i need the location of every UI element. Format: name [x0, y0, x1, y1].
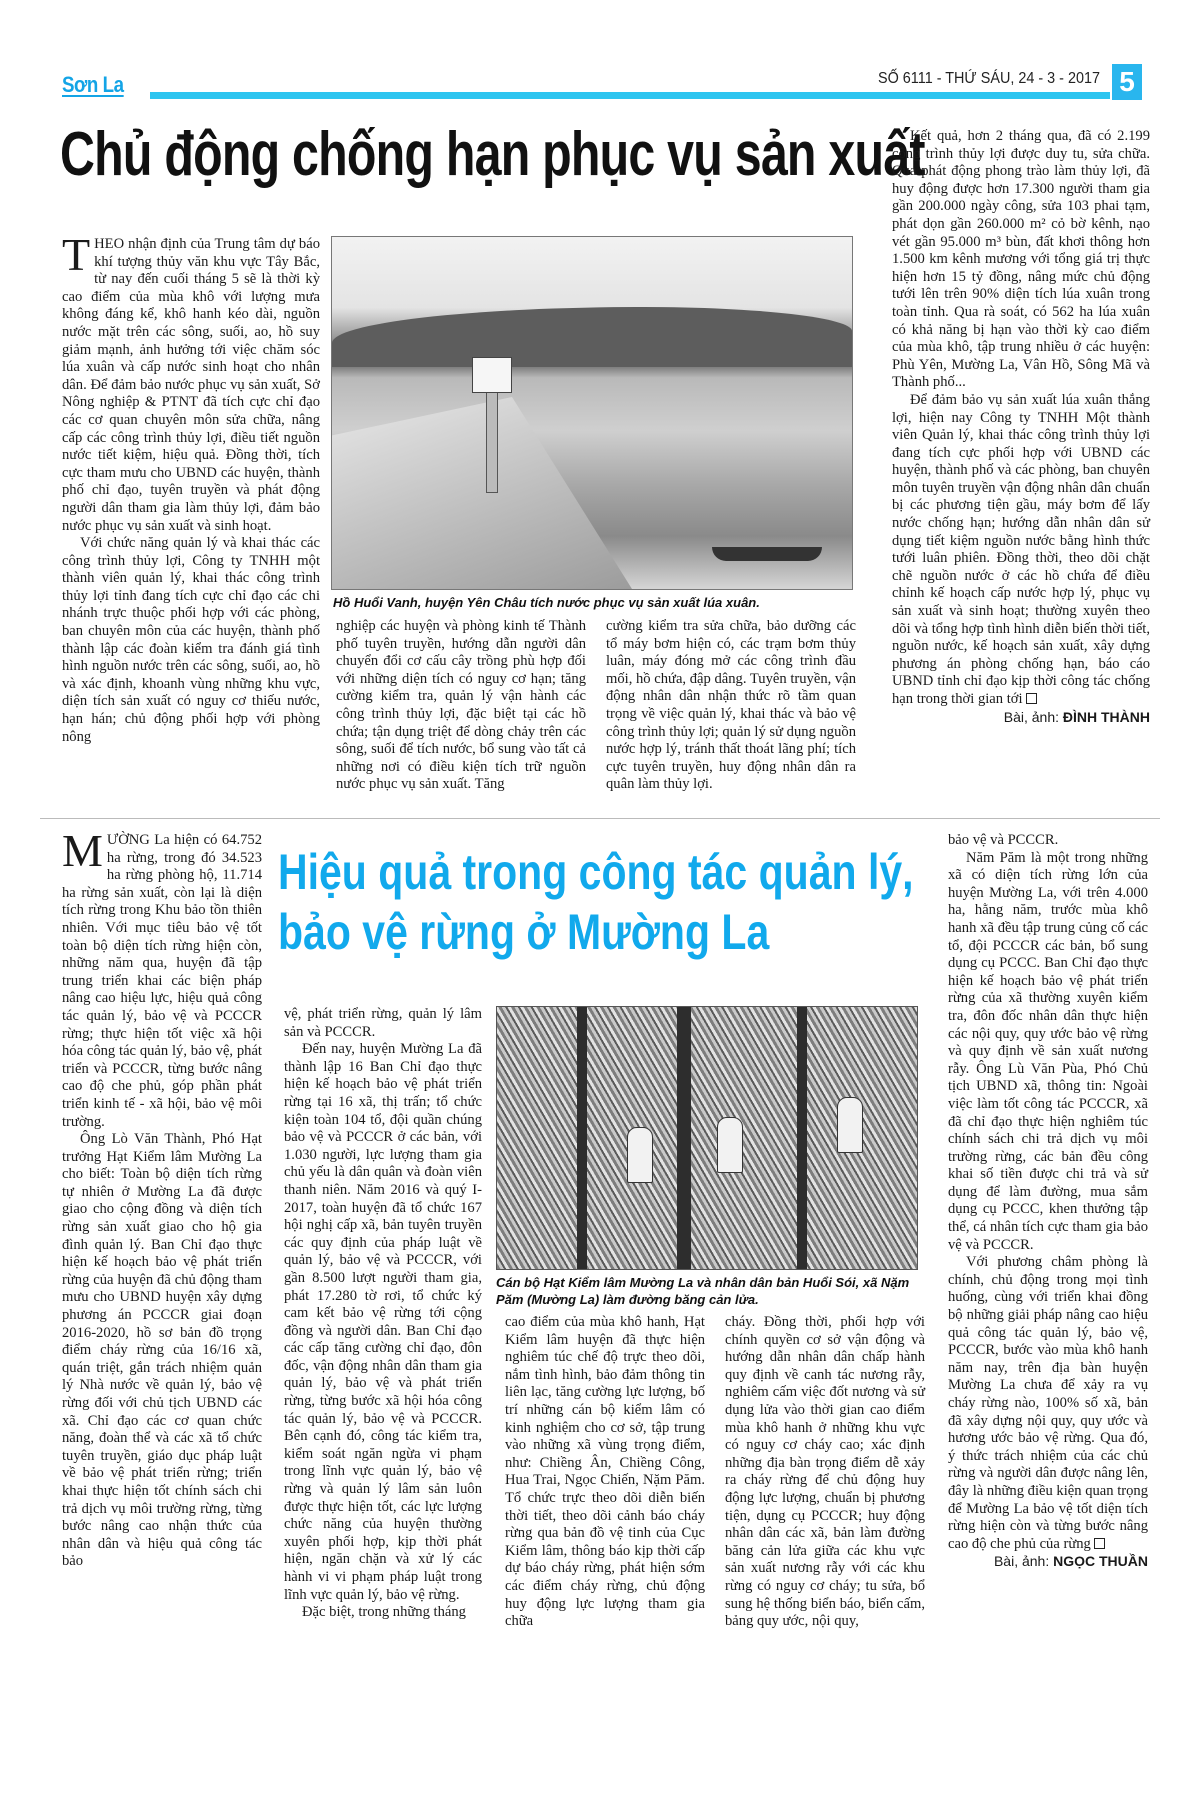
article2-byline: Bài, ảnh: NGỌC THUẦN — [993, 1553, 1148, 1570]
article1-column-2: nghiệp các huyện và phòng kinh tế Thành phố tuyên truyền, hướng dẫn người dân chuyển đổi cơ cấu cây trồng phù hợp đối với những diện tích có nguy cơ hạn; tăng cường kiểm tra, quản lý vận hành các công trình thủy lợi, đặc biệt tại các hồ chứa; tận dụng triệt để dòng chảy trên các sông, suối để tích nước, bổ sung vào tất cả những nơi có điều kiện tích trữ nguồn nước phục vụ sản xuất. Tăng — [336, 618, 586, 793]
photo-person — [627, 1127, 653, 1183]
dropcap: M — [62, 825, 103, 876]
photo-dam — [332, 397, 632, 589]
photo-tower-leg — [486, 391, 498, 493]
article1-headline: Chủ động chống hạn phục vụ sản xuất — [60, 120, 925, 189]
article2-headline: Hiệu quả trong công tác quản lý, bảo vệ rừng ở Mường La — [278, 844, 914, 960]
article1-column-3: cường kiểm tra sửa chữa, bảo dưỡng các tổ máy bơm hiện có, các trạm bơm thủy luân, máy đóng mở các công trình đầu mối, hồ chứa, đập dâng. Tuyên truyền, vận động nhân dân nhận thức rõ tầm quan trọng về việc quản lý, khai thác và bảo vệ công trình thủy lợi; quản lý sử dụng nguồn nước hợp lý, tránh thất thoát lãng phí; tích cực tuyên truyền, huy động nhân dân ra quân làm thủy lợi. — [606, 618, 856, 793]
article2-photo-caption: Cán bộ Hạt Kiểm lâm Mường La và nhân dân bản Huổi Sói, xã Nặm Păm (Mường La) làm đường băng cản lửa. — [496, 1275, 910, 1307]
article1-paragraph: THEO nhận định của Trung tâm dự báo khí tượng thủy văn khu vực Tây Bắc, từ nay đến cuối tháng 5 sẽ là thời kỳ cao điểm của mùa khô với lượng mưa không đáng kể, khô hanh kéo dài, nguồn nước mặt trên các sông, suối, ao, hồ suy giảm mạnh, ảnh hưởng tới việc chăm sóc lúa xuân và cấp nước sinh hoạt cho nhân dân. Để đảm bảo nước phục vụ sản xuất, Sở Nông nghiệp & PTNT đã tích cực chỉ đạo các cơ quan chuyên môn sửa chữa, nâng cấp các công trình thủy lợi, điều tiết nguồn nước tiết kiệm, hiệu quả. Đồng thời, tích cực tham mưu cho UBND các huyện, thành phố chỉ đạo, tuyên truyền và phát động người dân tham gia làm thủy lợi, đảm bảo nước phục vụ sản xuất và sinh hoạt. — [62, 229, 320, 534]
reservoir-photo — [331, 236, 853, 590]
article1-column-1 — [62, 229, 320, 746]
article2-column-3: cao điểm của mùa khô hanh, Hạt Kiểm lâm huyện đã thực hiện nghiêm túc chế độ trực theo dõi, nắm tình hình, bảo đảm thông tin liên lạc, tăng cường lực lượng, bố trí những cán bộ kiểm lâm có kinh nghiệm cho cơ sở, tập trung vào những xã vùng trọng điểm, như: Chiềng Ân, Chiềng Công, Hua Trai, Ngọc Chiến, Nặm Păm. Tổ chức trực theo dõi diễn biến thời tiết, theo dõi cảnh báo cháy rừng qua bản đồ vệ tinh của Cục Kiểm lâm, thông báo kịp thời cấp dự báo cháy rừng, phát hiện sớm các điểm cháy rừng, chủ động huy động lực lượng tham gia chữa — [505, 1314, 705, 1630]
article2-column-2: vệ, phát triển rừng, quản lý lâm sản và PCCCR. Đến nay, huyện Mường La đã thành lập 16 Ban Chỉ đạo thực hiện kế hoạch bảo vệ phát triển rừng tại 16 xã, thị trấn; tổ chức kiện toàn 104 tổ, đội quần chúng bảo vệ và PCCCR ở các bản, với 1.030 người, lực lượng tham gia chủ yếu là dân quân và đoàn viên thanh niên. Năm 2016 và quý I-2017, toàn huyện đã tổ chức 167 hội nghị cấp xã, bản tuyên truyền các quy định của pháp luật về quản lý, bảo vệ và PCCCR, với gần 8.500 lượt người tham gia, phát 17.280 tờ rơi, tổ chức ký cam kết bảo vệ rừng tới cộng đồng và người dân. Ban Chỉ đạo các cấp tăng cường chỉ đạo, đôn đốc, vận động nhân dân tham gia quản lý, bảo vệ và phát triển rừng, từng bước xã hội hóa công tác quản lý, bảo vệ và PCCCR. Bên cạnh đó, công tác kiểm tra, kiểm soát ngăn ngừa vi phạm trong lĩnh vực quản lý, bảo vệ rừng và quản lý lâm sản luôn được thực hiện tốt, các lực lượng chức năng của huyện thường xuyên phối hợp, kịp thời phát hiện, ngăn chặn và xử lý các hành vi vi phạm pháp luật trong lĩnh vực quản lý, bảo vệ rừng. Đặc biệt, trong những tháng — [284, 1006, 482, 1621]
article-separator — [40, 818, 1160, 819]
end-mark-icon — [1094, 1538, 1105, 1549]
photo-person — [717, 1117, 743, 1173]
header-rule — [150, 92, 1110, 99]
article2-column-5: bảo vệ và PCCCR. Năm Păm là một trong những xã có diện tích rừng lớn của huyện Mường La, với trên 4.000 ha, hằng năm, trước mùa khô hanh xã đều tập trung củng cố các tổ, đội PCCCR các bản, bổ sung dụng cụ PCCC. Ban Chỉ đạo thực hiện kế hoạch bảo vệ phát triển rừng của xã thường xuyên kiểm tra, đôn đốc nhân dân thực hiện các nội quy, quy ước bảo vệ rừng và quy định về sản xuất nương rẫy. Ông Lù Văn Pùa, Phó Chủ tịch UBND xã, thông tin: Ngoài việc làm tốt công tác PCCCR, xã đã chỉ đạo thực hiện nghiêm túc chính sách chi trả dịch vụ môi trường rừng, các bản đều công khai số tiền được chi trả và sử dụng để làm đường, mua sắm dụng cụ PCCC, khen thưởng tập thể, cá nhân tích cực tham gia bảo vệ và PCCCR. Với phương châm phòng là chính, chủ động trong mọi tình huống, cùng với triển khai đồng bộ những giải pháp nâng cao hiệu quả công tác quản lý, bảo vệ, PCCCR, bước vào mùa khô hanh năm nay, trên địa bàn huyện Mường La chưa để xảy ra vụ cháy rừng nào, 100% số xã, bản đã xây dựng nội quy, quy ước và hương ước bảo vệ rừng. Qua đó, ý thức trách nhiệm của các chủ rừng và người dân được nâng lên, đây là những điều kiện quan trọng để Mường La bảo vệ tốt diện tích rừng hiện còn và từng bước nâng cao độ che phủ của rừng Bài, ảnh: NGỌC THUẦN — [948, 832, 1149, 1570]
photo-water-tower — [472, 357, 512, 393]
photo-hills — [332, 307, 852, 367]
photo-tree — [797, 1007, 807, 1269]
article1-column-4: Kết quả, hơn 2 tháng qua, đã có 2.199 công trình thủy lợi được duy tu, sửa chữa. Qua phát động phong trào làm thủy lợi, đã huy động được hơn 17.300 người tham gia gần 200.000 ngày công, sửa 103 phai tạm, phát dọn gần 260.000 m² cỏ bờ kênh, nạo vét gần 95.000 m³ bùn, đất khơi thông hơn 1.500 km kênh mương với tổng giá trị thực hiện hơn 15 tỷ đồng, nâng mức chủ động tưới lên trên 90% diện tích lúa xuân trong toàn tỉnh. Qua rà soát, có 562 ha lúa xuân có khả năng bị hạn vào thời kỳ cao điểm của mùa khô, tập trung nhiều ở các huyện: Phù Yên, Mường La, Vân Hồ, Sông Mã và Thành phố... Để đảm bảo vụ sản xuất lúa xuân thắng lợi, hiện nay Công ty TNHH Một thành viên Quản lý, khai thác công trình thủy lợi đang tích cực phối hợp với UBND các huyện, thành phố và các phòng, ban chuyên môn tuyên truyền vận động nhân dân chuẩn bị các phương tiện gầu, máy bơm để lấy nước chống hạn; hướng dẫn nhân dân sử dụng tiết kiệm nguồn nước bằng hình thức tưới luân phiên. Đồng thời, theo dõi chặt chẽ nguồn nước ở các hồ chứa để điều chỉnh kế hoạch cấp nước hợp lý, phục vụ sản xuất và sinh hoạt; thường xuyên theo dõi và tổng hợp tình hình diễn biến thời tiết, nguồn nước, kế hoạch sản xuất, xây dựng phương án phòng chống hạn, báo cáo UBND tỉnh chỉ đạo kịp thời công tác chống hạn trong thời gian tới Bài, ảnh: ĐÌNH THÀNH — [892, 128, 1150, 725]
article2-column-1: MƯỜNG La hiện có 64.752 ha rừng, trong đó 34.523 ha rừng phòng hộ, 11.714 ha rừng sản xuất, còn lại là diện tích rừng trong Khu bảo tồn thiên nhiên. Với mục tiêu bảo vệ tốt toàn bộ diện tích rừng hiện còn, những năm qua, huyện đã tập trung triển khai các biện pháp nâng cao hiệu lực, hiệu quả công tác quản lý, bảo vệ và PCCCR rừng; thực hiện tốt việc xã hội hóa công tác quản lý, bảo vệ, phát triển và PCCCR, từng bước nâng cao độ che phủ, góp phần phát triển kinh tế - xã hội, bảo vệ môi trường. Ông Lò Văn Thành, Phó Hạt trưởng Hạt Kiểm lâm Mường La cho biết: Toàn bộ diện tích rừng tự nhiên ở Mường La đã được giao cho cộng đồng và diện tích rừng sản xuất giao cho hộ gia đình quản lý. Ban Chỉ đạo thực hiện kế hoạch bảo vệ phát triển rừng của huyện đã chủ động tham mưu cho UBND huyện xây dựng phương án PCCCR giai đoạn 2016-2020, hồ sơ bản đồ trọng điểm cháy rừng của 16/16 xã, quán triệt, gắn trách nhiệm quản lý Nhà nước về quản lý, bảo vệ rừng đối với chủ tịch UBND các xã. Chỉ đạo các cơ quan chức năng, đoàn thể và các xã tổ chức tuyên truyền, giáo dục pháp luật về bảo vệ phát triển rừng; triển khai thực hiện tốt chính sách chi trả dịch vụ môi trường rừng, từng bước nâng cao nhận thức của nhân dân và hiệu quả công tác bảo — [62, 825, 262, 1570]
forest-firebreak-photo — [496, 1006, 918, 1270]
end-mark-icon — [1026, 693, 1037, 704]
photo-person — [837, 1097, 863, 1153]
article1-byline: Bài, ảnh: ĐÌNH THÀNH — [1003, 708, 1150, 725]
photo-boat — [712, 547, 822, 561]
photo-tree — [577, 1007, 587, 1269]
article1-paragraph: Với chức năng quản lý và khai thác các công trình thủy lợi, Công ty TNHH một thành viên quản lý, khai thác công trình thủy lợi tỉnh đang tích cực chỉ đạo các chi nhánh trực thuộc phối hợp với các phòng, ban chuyên môn của các huyện, thành phố thành lập các đoàn kiểm tra đánh giá tình hình nguồn nước trên các sông, suối, ao, hồ và xác định, khoanh vùng những khu vực, diện tích sản xuất có nguy cơ thiếu nước, hạn hán; chủ động phối hợp với phòng nông — [62, 535, 320, 745]
dropcap: T — [62, 229, 91, 280]
page-number: 5 — [1112, 64, 1142, 100]
article1-photo-caption: Hồ Huổi Vanh, huyện Yên Châu tích nước phục vụ sản xuất lúa xuân. — [333, 595, 760, 610]
photo-tree — [677, 1007, 691, 1269]
article2-column-4: cháy. Đồng thời, phối hợp với chính quyền cơ sở vận động và hướng dẫn nhân dân chấp hành quy định về canh tác nương rẫy, nghiêm cấm việc đốt nương và sử dụng lửa vào thời gian cao điểm mùa khô hanh ở những khu vực có nguy cơ cháy cao; xác định những địa bàn trọng điểm dễ xảy ra cháy rừng để chủ động huy động lực lượng, chuẩn bị phương tiện, dụng cụ PCCCR; huy động nhân dân các xã, bản làm đường băng cản lửa giữa các khu vực sản xuất nương rẫy với các khu rừng có nguy cơ cháy; tu sửa, bổ sung hệ thống biển báo, biển cấm, bảng quy ước, nội quy, — [725, 1314, 925, 1630]
issue-info: SỐ 6111 - THỨ SÁU, 24 - 3 - 2017 — [877, 70, 1100, 87]
section-name: Sơn La — [62, 72, 124, 97]
